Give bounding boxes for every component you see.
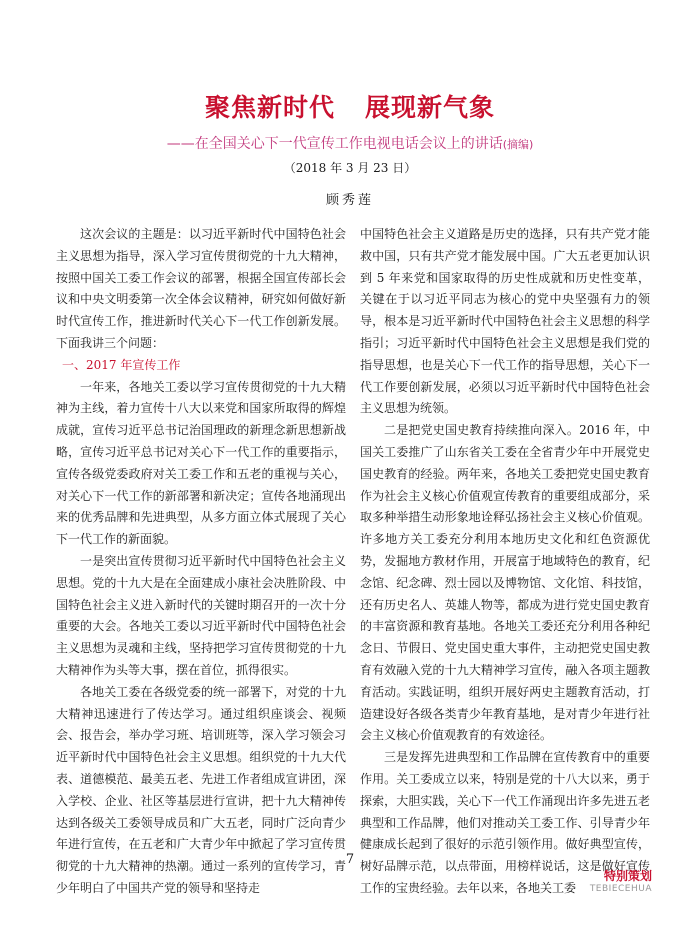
continued-paragraph: 中国特色社会主义道路是历史的选择，只有共产党才能救中国，只有共产党才能发展中国。广大五老更加认识到 5 年来党和国家取得的历史性成就和历史性变革，关键在于以习近平同志为核心的党中央坚强有力的领导，根本是习近平新时代中国特色社会主义思想的科学指引；习近平新时代中国特色社会主义思想是我们党的指导思想，也是关心下一代工作的指导思想，关心下一代工作要创新发展，必须以习近平新时代中国特色社会主义思想为统领。 xyxy=(360,227,650,416)
article-date: （2018 年 3 月 23 日） xyxy=(283,161,417,175)
body-paragraph: 一年来，各地关工委以学习宣传贯彻党的十九大精神为主线，着力宣传十八大以来党和国家所取得的辉煌成就，宣传习近平总书记治国理政的新理念新思想新战略，宣传习近平总书记对关心下一代工作的重要指示，宣传各级党委政府对关工委工作和五老的重视与关心，对关心下一代工作的新部署和新决定；宣传各地涌现出来的优秀品牌和先进典型，从多方面立体式展现了关心下一代工作的新面貌。 xyxy=(56,379,346,547)
title-part-2: 展现新气象 xyxy=(365,93,496,122)
article-subtitle xyxy=(0,133,700,153)
intro-paragraph: 这次会议的主题是：以习近平新时代中国特色社会主义思想为指导，深入学习宣传贯彻党的十九大精神，按照中国关工委工作会议的部署，根据全国宣传部长会议和中央文明委第一次全体会议精神，研究如何做好新时代宣传工作，推进新时代关心下一代工作创新发展。下面我讲三个问题： xyxy=(56,227,346,350)
body-paragraph: 二是把党史国史教育持续推向深入。2016 年，中国关工委推广了山东省关工委在全省青少年中开展党史国史教育的经验。两年来，各地关工委把党史国史教育作为社会主义核心价值观宣传教育的重要组成部分，采取多种举措生动形象地诠释弘扬社会主义核心价值观。许多地方关工委充分利用本地历史文化和红色资源优势，发掘地方教材作用，开展富于地域特色的教育，纪念馆、纪念碑、烈士园以及博物馆、文化馆、科技馆，还有历史名人、英雄人物等，都成为进行党史国史教育的丰富资源和教育基地。各地关工委还充分利用各种纪念日、节假日、党史国史重大事件，主动把党史国史教育有效融入党的十九大精神学习宣传，融入各项主题教育活动。实践证明，组织开展好两史主题教育活动，打造建设好各级各类青少年教育基地，是对青少年进行社会主义核心价值观教育的有效途径。 xyxy=(360,423,650,743)
title-part-1: 聚焦新时代 xyxy=(204,93,335,122)
article-title xyxy=(0,88,700,124)
section-heading: 一、2017 年宣传工作 xyxy=(62,357,181,372)
brand-label-en: TEBIECEHUA xyxy=(589,884,652,894)
body-paragraph: 三是发挥先进典型和工作品牌在宣传教育中的重要作用。关工委成立以来，特别是党的十八大以来，勇于探索，大胆实践，关心下一代工作涌现出许多先进五老典型和工作品牌，他们对推动关工委工作、引导青少年健康成长起到了很好的示范引领作用。做好典型宣传，树好品牌示范，以点带面，用榜样说话，这是做好宣传工作的宝贵经验。去年以来，各地关工委 xyxy=(360,750,650,895)
body-paragraph: 一是突出宣传贯彻习近平新时代中国特色社会主义思想。党的十九大是在全面建成小康社会决胜阶段、中国特色社会主义进入新时代的关键时期召开的一次十分重要的大会。各地关工委以习近平新时代中国特色社会主义思想为灵魂和主线，坚持把学习宣传贯彻党的十九大精神作为头等大事，摆在首位，抓得很实。 xyxy=(56,553,346,677)
body-paragraph: 各地关工委在各级党委的统一部署下，对党的十九大精神迅速进行了传达学习。通过组织座谈会、视频会、报告会，举办学习班、培训班等，深入学习领会习近平新时代中国特色社会主义思想。组织党的十九大代表、道德模范、最美五老、先进工作者组成宣讲团，深入学校、企业、社区等基层进行宣讲，把十九大精神传达到各级关工委领导成员和广大五老，同时广泛向青少年进行宣传，在五老和广大青少年中掀起了学习宣传贯彻党的十九大精神的热潮。通过一系列的宣传学习，青少年明白了中国共产党的领导和坚持走 xyxy=(56,684,346,895)
subtitle-text: ——在全国关心下一代宣传工作电视电话会议上的讲话 xyxy=(166,136,503,152)
page-number: 7 xyxy=(345,852,355,867)
section-brand xyxy=(590,869,652,895)
article-author: 顾秀莲 xyxy=(325,193,374,208)
brand-label-cn: 特别策划 xyxy=(603,869,652,883)
right-column xyxy=(360,224,650,900)
subtitle-note: (摘编) xyxy=(502,138,534,151)
left-column xyxy=(56,224,346,900)
